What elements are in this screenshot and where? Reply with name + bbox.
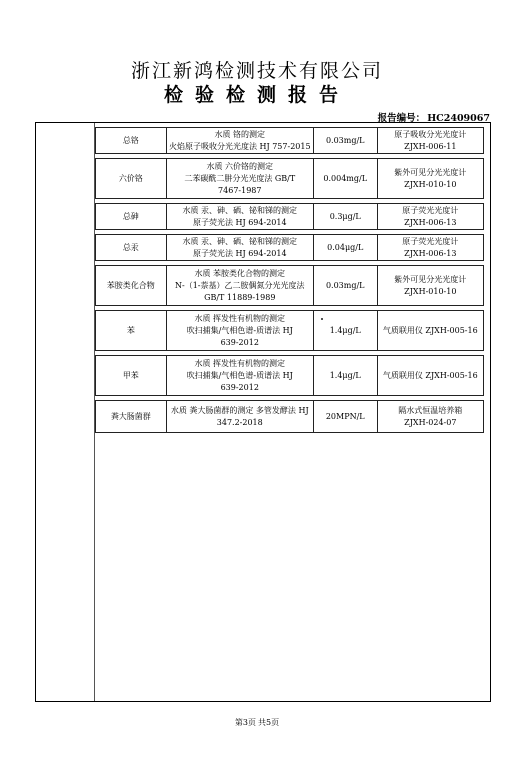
test-method-line: 水质 挥发性有机物的测定 — [194, 358, 286, 368]
instrument-line: 原子荧光光度计 — [402, 205, 459, 215]
table-row — [95, 310, 484, 351]
test-method-line: 原子荧光法 HJ 694-2014 — [192, 217, 287, 227]
instrument-line: ZJXH-010-10 — [404, 286, 457, 296]
test-method-cell — [167, 235, 314, 260]
test-item-cell: 总砷 — [96, 204, 167, 229]
test-method-line: 639-2012 — [220, 382, 259, 392]
test-method-line: 水质 苯胺类化合物的测定 — [194, 268, 286, 278]
instrument-line: ZJXH-006-11 — [404, 141, 457, 151]
table-row — [95, 158, 484, 199]
test-method-line: 347.2-2018 — [216, 417, 263, 427]
detection-limit-cell: 0.03mg/L — [314, 266, 378, 305]
instrument-line: 气质联用仪 ZJXH-005-16 — [382, 325, 478, 335]
report-number-label: 报告编号： — [377, 113, 426, 124]
test-method-line: 7467-1987 — [218, 185, 262, 195]
instrument-line: ZJXH-006-13 — [404, 248, 457, 258]
instrument-cell — [378, 128, 483, 153]
instrument-line: ZJXH-010-10 — [404, 179, 457, 189]
report-title: 检验检测报告 — [163, 84, 350, 106]
test-method-line: 水质 六价铬的测定 — [206, 161, 274, 171]
test-method-line: 639-2012 — [220, 337, 259, 347]
detection-limit-cell: 0.3μg/L — [314, 204, 378, 229]
test-method-line: 原子荧光法 HJ 694-2014 — [192, 248, 287, 258]
table-row — [95, 234, 484, 261]
detection-limit-cell: 0.004mg/L — [314, 159, 378, 198]
test-method-line: 火焰原子吸收分光光度法 HJ 757-2015 — [168, 141, 311, 151]
test-method-line: 吹扫捕集/气相色谱-质谱法 HJ — [186, 370, 293, 380]
test-method-line: 水质 铬的测定 — [214, 129, 266, 139]
test-method-line: 水质 汞、砷、硒、铋和锑的测定 — [182, 205, 298, 215]
detection-limit-cell: 0.04μg/L — [314, 235, 378, 260]
test-method-line: 二苯碳酰二肼分光光度法 GB/T — [184, 173, 296, 183]
test-item-cell: 粪大肠菌群 — [96, 401, 167, 432]
test-method-line: 水质 汞、砷、硒、铋和锑的测定 — [182, 236, 298, 246]
instrument-cell — [378, 204, 483, 229]
test-item-cell: 苯胺类化合物 — [96, 266, 167, 305]
table-row — [95, 127, 484, 154]
instrument-line: ZJXH-024-07 — [404, 417, 457, 427]
instrument-cell — [378, 266, 483, 305]
page-number: 第3页 — [234, 718, 256, 727]
test-item-cell: 总汞 — [96, 235, 167, 260]
instrument-cell — [378, 311, 483, 350]
instrument-cell — [378, 401, 483, 432]
test-method-line: 水质 挥发性有机物的测定 — [194, 313, 286, 323]
instrument-line: 紫外可见分光光度计 — [394, 274, 467, 284]
detection-limit-cell: 20MPN/L — [314, 401, 378, 432]
report-number-value: HC2409067 — [427, 113, 490, 124]
test-item-cell: 总铬 — [96, 128, 167, 153]
instrument-line: 隔水式恒温培养箱 — [398, 405, 463, 415]
test-method-line: 吹扫捕集/气相色谱-质谱法 HJ — [186, 325, 293, 335]
test-item-cell: 甲苯 — [96, 356, 167, 395]
instrument-cell — [378, 159, 483, 198]
table-row — [95, 265, 484, 306]
table-row — [95, 355, 484, 396]
instrument-line: 原子荧光光度计 — [402, 236, 459, 246]
instrument-line: 原子吸收分光光度计 — [394, 129, 467, 139]
test-method-cell — [167, 128, 314, 153]
instrument-line: 气质联用仪 ZJXH-005-16 — [382, 370, 478, 380]
instrument-cell — [378, 235, 483, 260]
table-row — [95, 203, 484, 230]
test-method-line: N-（1-萘基）乙二胺偶氮分光光度法 — [175, 280, 305, 290]
test-method-cell — [167, 204, 314, 229]
table-row — [95, 400, 484, 433]
detection-limit-cell: 1.4μg/L — [314, 356, 378, 395]
test-method-cell — [167, 311, 314, 350]
detection-limit-cell: 0.03mg/L — [314, 128, 378, 153]
test-method-cell — [167, 159, 314, 198]
company-name: 浙江新鸿检测技术有限公司 — [130, 60, 383, 82]
report-table-frame — [35, 122, 491, 702]
instrument-line: ZJXH-006-13 — [404, 217, 457, 227]
page-footer — [0, 717, 514, 728]
test-item-cell: 苯 — [96, 311, 167, 350]
test-method-cell — [167, 401, 314, 432]
test-method-line: 水质 粪大肠菌群的测定 多管发酵法 HJ — [170, 405, 309, 415]
test-method-table — [95, 127, 484, 437]
test-method-cell — [167, 356, 314, 395]
test-item-cell: 六价铬 — [96, 159, 167, 198]
instrument-line: 紫外可见分光光度计 — [394, 167, 467, 177]
instrument-cell — [378, 356, 483, 395]
page-total: 共5页 — [258, 718, 280, 727]
scan-mark — [321, 318, 323, 320]
detection-limit-cell: 1.4μg/L — [314, 311, 378, 350]
test-method-cell — [167, 266, 314, 305]
test-method-line: GB/T 11889-1989 — [204, 292, 276, 302]
